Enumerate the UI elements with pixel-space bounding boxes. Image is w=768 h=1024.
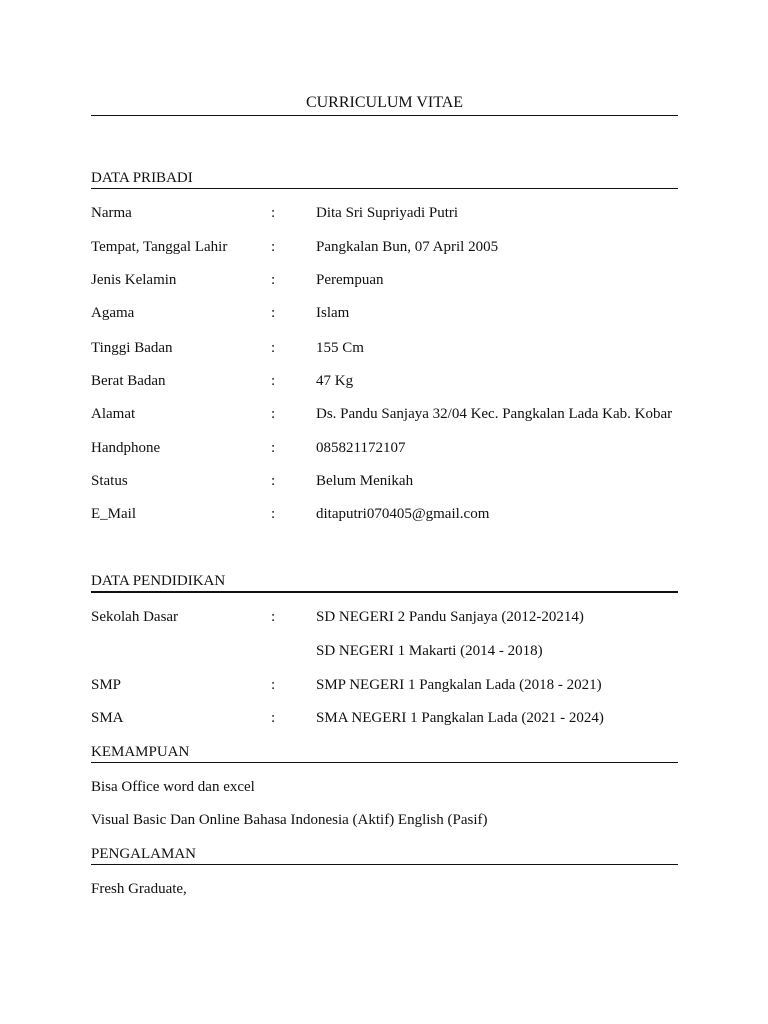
section-heading-personal: DATA PRIBADI	[91, 170, 193, 186]
field-colon: :	[271, 609, 276, 625]
field-colon: :	[271, 205, 276, 221]
field-colon: :	[271, 406, 276, 422]
field-label: Status	[91, 473, 128, 489]
personal-row-status	[0, 472, 768, 490]
field-label: Alamat	[91, 406, 136, 422]
field-label: Tempat, Tanggal Lahir	[91, 239, 228, 255]
title-underline	[91, 115, 678, 116]
personal-row-height	[0, 339, 768, 357]
section-heading-skills: KEMAMPUAN	[91, 744, 190, 760]
field-label: Tinggi Badan	[91, 340, 173, 356]
field-value: 47 Kg	[316, 373, 354, 389]
personal-row-address	[0, 405, 768, 423]
field-label: E_Mail	[91, 506, 136, 522]
personal-row-phone	[0, 439, 768, 457]
field-value: Perempuan	[316, 272, 384, 288]
field-value: SMA NEGERI 1 Pangkalan Lada (2021 - 2024)	[316, 710, 604, 726]
personal-row-weight	[0, 372, 768, 390]
personal-row-email	[0, 505, 768, 523]
field-value: SD NEGERI 1 Makarti (2014 - 2018)	[316, 643, 543, 659]
field-label: Narma	[91, 205, 132, 221]
field-value: ditaputri070405@gmail.com	[316, 506, 490, 522]
field-value: Islam	[316, 305, 350, 321]
section-heading-experience: PENGALAMAN	[91, 846, 196, 862]
field-colon: :	[271, 677, 276, 693]
field-colon: :	[271, 710, 276, 726]
personal-row-birth	[0, 238, 768, 256]
field-label: Jenis Kelamin	[91, 272, 177, 288]
field-colon: :	[271, 305, 276, 321]
field-value: 155 Cm	[316, 340, 364, 356]
field-label: SMP	[91, 677, 122, 693]
skill-item: Visual Basic Dan Online Bahasa Indonesia (Aktif) English (Pasif)	[91, 812, 488, 828]
section-rule-skills	[91, 762, 678, 763]
education-row-junior	[0, 676, 768, 694]
field-colon: :	[271, 272, 276, 288]
education-row-primary-2	[0, 642, 768, 660]
section-rule-personal	[91, 188, 678, 189]
education-row-primary	[0, 608, 768, 626]
document-title: CURRICULUM VITAE	[305, 94, 464, 111]
field-colon: :	[271, 473, 276, 489]
field-colon: :	[271, 340, 276, 356]
field-value: Pangkalan Bun, 07 April 2005	[316, 239, 499, 255]
field-value: Belum Menikah	[316, 473, 414, 489]
field-colon: :	[271, 506, 276, 522]
field-label: Agama	[91, 305, 135, 321]
personal-row-religion	[0, 304, 768, 322]
field-label: Handphone	[91, 440, 161, 456]
field-colon: :	[271, 440, 276, 456]
personal-row-gender	[0, 271, 768, 289]
field-label: Sekolah Dasar	[91, 609, 179, 625]
section-heading-education: DATA PENDIDIKAN	[91, 573, 226, 589]
field-value: 085821172107	[316, 440, 406, 456]
field-value: Dita Sri Supriyadi Putri	[316, 205, 459, 221]
field-label: Berat Badan	[91, 373, 166, 389]
section-rule-education	[91, 591, 678, 593]
personal-row-name	[0, 204, 768, 222]
field-label: SMA	[91, 710, 124, 726]
field-value: Ds. Pandu Sanjaya 32/04 Kec. Pangkalan Lada Kab. Kobar	[316, 406, 673, 422]
experience-item: Fresh Graduate,	[91, 881, 187, 897]
section-rule-experience	[91, 864, 678, 865]
field-value: SD NEGERI 2 Pandu Sanjaya (2012-20214)	[316, 609, 584, 625]
field-colon: :	[271, 373, 276, 389]
education-row-senior	[0, 709, 768, 727]
field-value: SMP NEGERI 1 Pangkalan Lada (2018 - 2021)	[316, 677, 602, 693]
field-colon: :	[271, 239, 276, 255]
skill-item: Bisa Office word dan excel	[91, 779, 255, 795]
